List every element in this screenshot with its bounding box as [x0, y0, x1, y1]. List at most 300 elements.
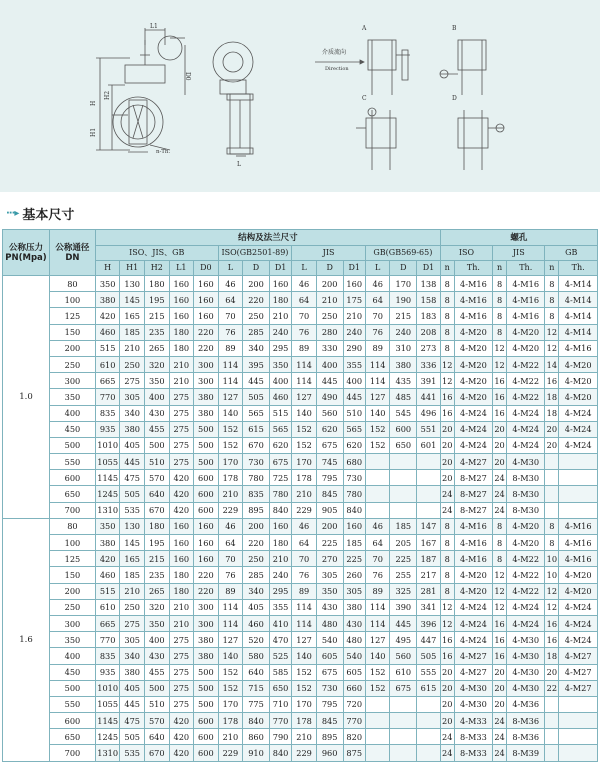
value-cell: 340 [120, 648, 145, 664]
label-d0: D0 [184, 72, 191, 81]
value-cell: 152 [292, 664, 317, 680]
value-cell: 76 [292, 567, 317, 583]
value-cell: 210 [316, 292, 343, 308]
value-cell: 152 [292, 437, 317, 453]
value-cell: 4-M24 [559, 599, 598, 615]
value-cell: 835 [95, 648, 120, 664]
value-cell [559, 745, 598, 761]
value-cell: 114 [218, 356, 243, 372]
value-cell: 305 [120, 389, 145, 405]
value-cell: 127 [292, 632, 317, 648]
value-cell: 265 [144, 583, 169, 599]
value-cell: 500 [144, 680, 169, 696]
value-cell: 70 [292, 551, 317, 567]
value-cell: 160 [269, 518, 291, 534]
value-cell: 8-M30 [507, 486, 545, 502]
value-cell: 500 [194, 664, 219, 680]
table-row [3, 696, 598, 712]
label-h1: H1 [90, 127, 97, 137]
value-cell: 295 [269, 340, 291, 356]
label-h: H [90, 100, 97, 106]
technical-drawing-panel [0, 0, 600, 192]
header-col: H2 [144, 261, 169, 276]
value-cell: 273 [417, 340, 441, 356]
value-cell: 795 [316, 470, 343, 486]
value-cell: 380 [120, 664, 145, 680]
front-view [90, 23, 191, 155]
value-cell: 160 [343, 276, 365, 292]
value-cell: 185 [120, 324, 145, 340]
value-cell: 380 [194, 405, 219, 421]
value-cell: 205 [390, 535, 417, 551]
heading-dots-icon: ···▸ [6, 207, 19, 219]
value-cell: 500 [194, 454, 219, 470]
value-cell: 4-M16 [454, 518, 492, 534]
dn-cell: 125 [49, 551, 95, 567]
dn-cell: 250 [49, 599, 95, 615]
value-cell: 20 [493, 696, 507, 712]
value-cell: 180 [169, 583, 194, 599]
value-cell: 114 [365, 599, 390, 615]
value-cell: 1010 [95, 680, 120, 696]
value-cell: 275 [169, 648, 194, 664]
table-row [3, 583, 598, 599]
value-cell: 540 [343, 648, 365, 664]
value-cell [390, 454, 417, 470]
value-cell: 341 [417, 599, 441, 615]
table-row [3, 437, 598, 453]
header-struct: 结构及法兰尺寸 [95, 230, 440, 246]
value-cell: 4-M16 [507, 308, 545, 324]
value-cell: 4-M16 [559, 551, 598, 567]
value-cell: 24 [440, 502, 454, 518]
value-cell: 8 [440, 567, 454, 583]
value-cell: 160 [343, 518, 365, 534]
value-cell: 610 [390, 664, 417, 680]
value-cell: 675 [316, 437, 343, 453]
value-cell: 905 [316, 502, 343, 518]
value-cell: 715 [243, 680, 270, 696]
value-cell: 4-M16 [559, 535, 598, 551]
value-cell: 8 [545, 518, 559, 534]
value-cell: 12 [440, 599, 454, 615]
value-cell: 195 [144, 535, 169, 551]
value-cell: 4-M16 [559, 518, 598, 534]
table-row [3, 292, 598, 308]
value-cell: 165 [120, 308, 145, 324]
dn-cell: 400 [49, 648, 95, 664]
value-cell [559, 470, 598, 486]
value-cell: 4-M14 [559, 276, 598, 292]
view-a-label: A [362, 25, 367, 32]
value-cell: 455 [144, 664, 169, 680]
value-cell: 400 [269, 373, 291, 389]
header-iso: ISO [440, 246, 492, 261]
value-cell: 275 [169, 696, 194, 712]
value-cell: 350 [144, 615, 169, 631]
value-cell: 64 [218, 292, 243, 308]
value-cell: 620 [269, 437, 291, 453]
value-cell: 16 [440, 648, 454, 664]
value-cell: 20 [440, 696, 454, 712]
value-cell: 455 [144, 421, 169, 437]
value-cell: 210 [218, 729, 243, 745]
value-cell: 127 [365, 389, 390, 405]
value-cell: 840 [243, 713, 270, 729]
value-cell [365, 470, 390, 486]
value-cell: 4-M24 [559, 421, 598, 437]
value-cell: 160 [169, 308, 194, 324]
flow-label-en: Direction [325, 66, 349, 72]
table-row [3, 664, 598, 680]
value-cell: 4-M20 [454, 583, 492, 599]
value-cell: 20 [545, 664, 559, 680]
value-cell: 265 [144, 340, 169, 356]
value-cell [365, 486, 390, 502]
value-cell: 20 [545, 421, 559, 437]
value-cell: 1245 [95, 486, 120, 502]
value-cell: 70 [218, 308, 243, 324]
value-cell: 485 [390, 389, 417, 405]
value-cell: 320 [144, 356, 169, 372]
value-cell: 336 [417, 356, 441, 372]
header-col: Th. [507, 261, 545, 276]
value-cell: 225 [390, 551, 417, 567]
value-cell: 114 [292, 615, 317, 631]
value-cell: 620 [316, 421, 343, 437]
value-cell: 70 [292, 308, 317, 324]
header-iso-gb2501: ISO(GB2501-89) [218, 246, 292, 261]
value-cell: 24 [440, 745, 454, 761]
value-cell: 20 [440, 664, 454, 680]
value-cell: 275 [169, 664, 194, 680]
table-row [3, 551, 598, 567]
dn-cell: 100 [49, 292, 95, 308]
value-cell: 210 [343, 308, 365, 324]
direction-views [315, 25, 504, 170]
value-cell: 420 [169, 486, 194, 502]
value-cell [365, 729, 390, 745]
value-cell: 18 [545, 405, 559, 421]
value-cell: 4-M22 [507, 373, 545, 389]
value-cell: 160 [194, 535, 219, 551]
value-cell: 650 [269, 680, 291, 696]
value-cell: 770 [95, 389, 120, 405]
value-cell: 4-M24 [559, 615, 598, 631]
value-cell: 89 [365, 340, 390, 356]
value-cell: 325 [390, 583, 417, 599]
value-cell: 210 [292, 486, 317, 502]
value-cell [545, 454, 559, 470]
value-cell: 18 [545, 648, 559, 664]
value-cell [559, 696, 598, 712]
value-cell: 16 [493, 405, 507, 421]
value-cell: 420 [169, 470, 194, 486]
value-cell: 130 [120, 276, 145, 292]
value-cell: 152 [292, 680, 317, 696]
value-cell: 16 [493, 373, 507, 389]
value-cell: 220 [243, 535, 270, 551]
value-cell: 320 [144, 599, 169, 615]
value-cell: 140 [365, 648, 390, 664]
value-cell: 840 [269, 745, 291, 761]
dn-cell: 600 [49, 713, 95, 729]
value-cell: 195 [144, 292, 169, 308]
dn-cell: 700 [49, 502, 95, 518]
value-cell: 24 [493, 745, 507, 761]
value-cell: 680 [343, 454, 365, 470]
value-cell: 340 [243, 340, 270, 356]
value-cell: 220 [194, 583, 219, 599]
value-cell: 300 [194, 356, 219, 372]
value-cell: 12 [493, 583, 507, 599]
table-row [3, 648, 598, 664]
value-cell: 8 [493, 308, 507, 324]
section-heading [6, 204, 74, 222]
value-cell: 12 [545, 324, 559, 340]
header-col: H1 [120, 261, 145, 276]
value-cell: 152 [218, 421, 243, 437]
value-cell: 8-M33 [454, 729, 492, 745]
value-cell: 217 [417, 567, 441, 583]
value-cell: 200 [243, 518, 270, 534]
value-cell: 730 [343, 470, 365, 486]
value-cell: 430 [144, 405, 169, 421]
value-cell: 795 [316, 696, 343, 712]
value-cell: 8 [440, 276, 454, 292]
value-cell: 4-M24 [507, 615, 545, 631]
value-cell: 89 [218, 583, 243, 599]
value-cell: 285 [243, 324, 270, 340]
side-view [213, 42, 253, 168]
value-cell: 4-M16 [559, 340, 598, 356]
value-cell: 4-M16 [454, 551, 492, 567]
value-cell: 210 [292, 729, 317, 745]
value-cell: 640 [243, 664, 270, 680]
value-cell: 76 [365, 567, 390, 583]
value-cell: 275 [120, 615, 145, 631]
valve-drawing [0, 0, 600, 192]
value-cell: 4-M22 [507, 583, 545, 599]
value-cell: 275 [169, 421, 194, 437]
value-cell: 420 [95, 308, 120, 324]
value-cell: 4-M20 [507, 340, 545, 356]
value-cell: 8 [545, 276, 559, 292]
value-cell: 185 [390, 518, 417, 534]
value-cell [559, 713, 598, 729]
value-cell: 20 [440, 454, 454, 470]
value-cell: 210 [120, 340, 145, 356]
value-cell: 4-M24 [454, 632, 492, 648]
view-c-label: C [362, 95, 367, 102]
value-cell: 960 [316, 745, 343, 761]
value-cell: 64 [365, 535, 390, 551]
value-cell: 8-M27 [454, 470, 492, 486]
value-cell: 420 [169, 745, 194, 761]
value-cell: 560 [316, 405, 343, 421]
value-cell: 460 [95, 567, 120, 583]
value-cell: 255 [390, 567, 417, 583]
value-cell: 152 [292, 421, 317, 437]
value-cell: 8 [493, 535, 507, 551]
value-cell: 515 [95, 583, 120, 599]
value-cell: 8-M30 [507, 470, 545, 486]
value-cell: 4-M20 [559, 583, 598, 599]
value-cell: 435 [390, 373, 417, 389]
value-cell: 250 [243, 308, 270, 324]
value-cell [545, 696, 559, 712]
value-cell: 180 [144, 518, 169, 534]
value-cell: 229 [218, 745, 243, 761]
value-cell: 396 [417, 615, 441, 631]
value-cell: 183 [417, 308, 441, 324]
value-cell: 4-M30 [507, 454, 545, 470]
value-cell: 380 [343, 599, 365, 615]
value-cell: 380 [194, 632, 219, 648]
value-cell: 350 [95, 276, 120, 292]
value-cell: 275 [169, 454, 194, 470]
value-cell: 8 [440, 308, 454, 324]
value-cell: 20 [440, 437, 454, 453]
value-cell [417, 729, 441, 745]
value-cell: 615 [417, 680, 441, 696]
value-cell: 76 [218, 567, 243, 583]
value-cell: 4-M27 [454, 648, 492, 664]
value-cell: 500 [194, 680, 219, 696]
value-cell: 4-M24 [507, 421, 545, 437]
value-cell: 4-M22 [507, 356, 545, 372]
value-cell: 430 [343, 615, 365, 631]
pn-cell: 1.6 [3, 518, 50, 761]
header-col: Th. [559, 261, 598, 276]
value-cell: 670 [144, 502, 169, 518]
value-cell [417, 454, 441, 470]
value-cell: 4-M24 [507, 599, 545, 615]
table-row [3, 340, 598, 356]
value-cell: 8 [493, 276, 507, 292]
value-cell: 16 [440, 405, 454, 421]
value-cell: 4-M24 [454, 615, 492, 631]
value-cell: 4-M27 [454, 454, 492, 470]
value-cell: 160 [169, 518, 194, 534]
value-cell: 500 [194, 696, 219, 712]
value-cell: 400 [343, 373, 365, 389]
value-cell: 610 [95, 356, 120, 372]
value-cell: 64 [292, 535, 317, 551]
value-cell: 220 [194, 567, 219, 583]
value-cell: 240 [269, 324, 291, 340]
value-cell: 780 [343, 486, 365, 502]
value-cell: 780 [243, 470, 270, 486]
value-cell: 495 [390, 632, 417, 648]
value-cell [545, 502, 559, 518]
value-cell: 400 [144, 632, 169, 648]
value-cell: 710 [269, 696, 291, 712]
table-row [3, 276, 598, 292]
value-cell: 4-M27 [454, 664, 492, 680]
dn-cell: 450 [49, 421, 95, 437]
dimension-table [2, 229, 598, 762]
value-cell: 391 [417, 373, 441, 389]
value-cell: 380 [194, 648, 219, 664]
table-row [3, 389, 598, 405]
value-cell: 210 [269, 551, 291, 567]
value-cell: 300 [194, 373, 219, 389]
pn-cell: 1.0 [3, 276, 50, 519]
value-cell: 24 [440, 729, 454, 745]
header-bolt: 螺孔 [440, 230, 597, 246]
value-cell: 170 [390, 276, 417, 292]
value-cell: 220 [194, 340, 219, 356]
value-cell: 600 [390, 421, 417, 437]
table-row [3, 599, 598, 615]
value-cell [390, 470, 417, 486]
header-gb569: GB(GB569-65) [365, 246, 440, 261]
value-cell: 260 [343, 567, 365, 583]
value-cell: 4-M20 [507, 324, 545, 340]
header-jis2: JIS [493, 246, 545, 261]
value-cell: 24 [493, 470, 507, 486]
value-cell: 250 [316, 308, 343, 324]
value-cell: 395 [243, 356, 270, 372]
header-col: D [390, 261, 417, 276]
value-cell: 775 [243, 696, 270, 712]
value-cell: 180 [169, 340, 194, 356]
value-cell: 8-M39 [507, 745, 545, 761]
header-col: D1 [417, 261, 441, 276]
value-cell: 160 [169, 535, 194, 551]
value-cell: 114 [218, 615, 243, 631]
header-col: n [440, 261, 454, 276]
value-cell: 470 [269, 632, 291, 648]
value-cell: 380 [390, 356, 417, 372]
value-cell: 180 [269, 292, 291, 308]
value-cell: 220 [194, 324, 219, 340]
value-cell: 4-M24 [454, 421, 492, 437]
value-cell: 895 [316, 729, 343, 745]
view-b-label: B [452, 25, 457, 32]
value-cell: 350 [144, 373, 169, 389]
value-cell [417, 713, 441, 729]
value-cell: 240 [269, 567, 291, 583]
value-cell: 210 [169, 373, 194, 389]
value-cell: 310 [390, 340, 417, 356]
dn-cell: 550 [49, 696, 95, 712]
value-cell: 280 [316, 324, 343, 340]
value-cell: 20 [493, 454, 507, 470]
value-cell: 16 [545, 632, 559, 648]
value-cell: 675 [269, 454, 291, 470]
dn-cell: 400 [49, 405, 95, 421]
value-cell: 170 [292, 696, 317, 712]
value-cell: 46 [292, 518, 317, 534]
value-cell: 210 [120, 583, 145, 599]
value-cell: 845 [316, 486, 343, 502]
value-cell: 420 [169, 713, 194, 729]
value-cell: 8-M30 [507, 502, 545, 518]
value-cell: 208 [417, 324, 441, 340]
value-cell: 4-M16 [454, 308, 492, 324]
header-col: D1 [343, 261, 365, 276]
value-cell: 600 [194, 470, 219, 486]
value-cell: 14 [545, 356, 559, 372]
value-cell: 160 [194, 518, 219, 534]
table-row [3, 470, 598, 486]
value-cell: 12 [493, 567, 507, 583]
value-cell: 175 [343, 292, 365, 308]
value-cell: 16 [493, 389, 507, 405]
value-cell: 4-M20 [454, 356, 492, 372]
